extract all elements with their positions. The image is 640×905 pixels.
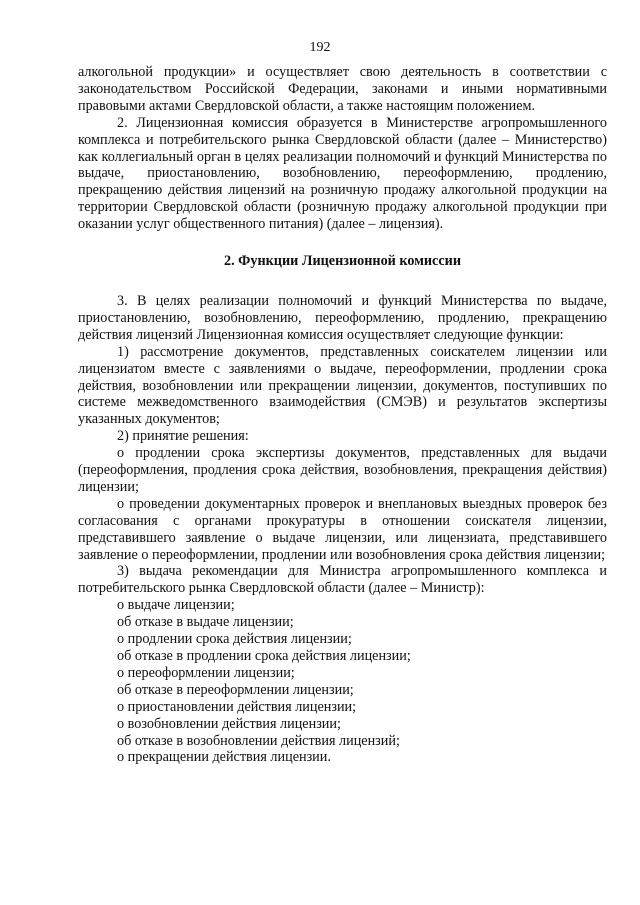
paragraph-continuation: алкогольной продукции» и осуществляет свою деятельность в соответствии с законодательством Российской Федерации, законами и иными нормативными правовыми актами Свердловской области, а также настоящим положением. [78,64,607,114]
list-item: об отказе в переоформлении лицензии; [117,681,354,698]
list-item: об отказе в продлении срока действия лицензии; [117,648,411,664]
function-3: 3) выдача рекомендации для Министра агропромышленного комплекса и потребительского рынка Свердловской области (далее – Министр): [78,563,607,597]
list-item: об отказе в возобновлении действия лицензий; [117,732,400,749]
paragraph-3: 3. В целях реализации полномочий и функций Министерства по выдаче, приостановлению, возобновлению, переоформлению, продлению, прекращению действия лицензий Лицензионная комиссия осуществляет следующие функции: [78,292,607,343]
document-body [78,64,607,766]
function-1: 1) рассмотрение документов, представленных соискателем лицензии или лицензиатом вместе с заявлениями о выдаче, переоформлении, продлении срока действия, возобновлении или прекращении лицензии, документов, поступивших по системе межведомственного взаимодействия (СМЭВ) и результатов экспертизы указанных документов; [78,343,607,428]
list-item: об отказе в выдаче лицензии; [117,614,294,631]
list-item: о возобновлении действия лицензии; [117,715,341,732]
function-2: 2) принятие решения: [117,428,249,445]
paragraph-2: 2. Лицензионная комиссия образуется в Министерстве агропромышленного комплекса и потребительского рынка Свердловской области (далее – Министерство) как коллегиальный орган в целях реализации полномочий и функций Министерства по выдаче, приостановлению, возобновлению, переоформлению, продлению, прекращению действия лицензий на розничную продажу алкогольной продукции на территории Свердловской области (розничную продажу алкогольной продукции при оказании услуг общественного питания) (далее – лицензия). [78,114,607,233]
list-item: о приостановлении действия лицензии; [117,698,357,715]
list-item: о прекращении действия лицензии. [117,749,331,766]
decision-inspections: о проведении документарных проверок и внеплановых выездных проверок без согласования с органами прокуратуры в отношении соискателя лицензии, представившего заявление о выдаче лицензии, или лицензиата, представившего заявление о переоформлении, продлении или возобновления срока действия лицензии; [78,495,607,563]
section-heading: 2. Функции Лицензионной комиссии [223,253,461,270]
list-item: о переоформлении лицензии; [117,664,295,681]
decision-extension: о продлении срока экспертизы документов, представленных для выдачи (переоформления, продления срока действия, возобновления, прекращения действия) лицензии; [78,445,607,495]
list-item: о выдаче лицензии; [117,597,235,614]
page-number: 192 [309,40,331,55]
list-item: о продлении срока действия лицензии; [117,631,352,648]
